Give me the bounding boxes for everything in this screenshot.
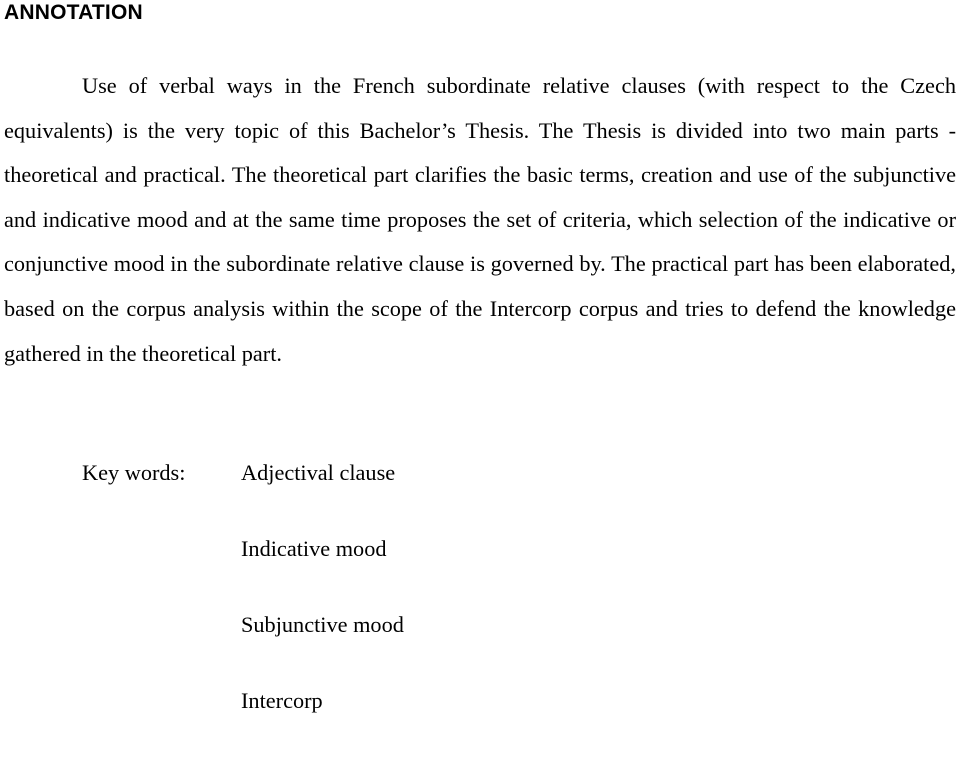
page-title: ANNOTATION: [4, 1, 143, 24]
keyword-item: Intercorp: [241, 688, 323, 713]
abstract-paragraph: Use of verbal ways in the French subordinate relative clauses (with respect to the Czech equivalents) is the very topic of this Bachelor’s Thesis. The Thesis is divided into two main parts - theoretical and practical. The theoretical part clarifies the basic terms, creation and use of the subjunctive and indicative mood and at the same time proposes the set of criteria, which selection of the indicative or conjunctive mood in the subordinate relative clause is governed by. The practical part has been elaborated, based on the corpus analysis within the scope of the Intercorp corpus and tries to defend the knowledge gathered in the theoretical part.: [4, 73, 956, 366]
keyword-item: Subjunctive mood: [241, 612, 404, 637]
keyword-item: Indicative mood: [241, 536, 387, 561]
keyword-item: Adjectival clause: [241, 460, 396, 485]
keywords-list: [241, 458, 404, 762]
keywords-label: Key words:: [82, 460, 186, 485]
